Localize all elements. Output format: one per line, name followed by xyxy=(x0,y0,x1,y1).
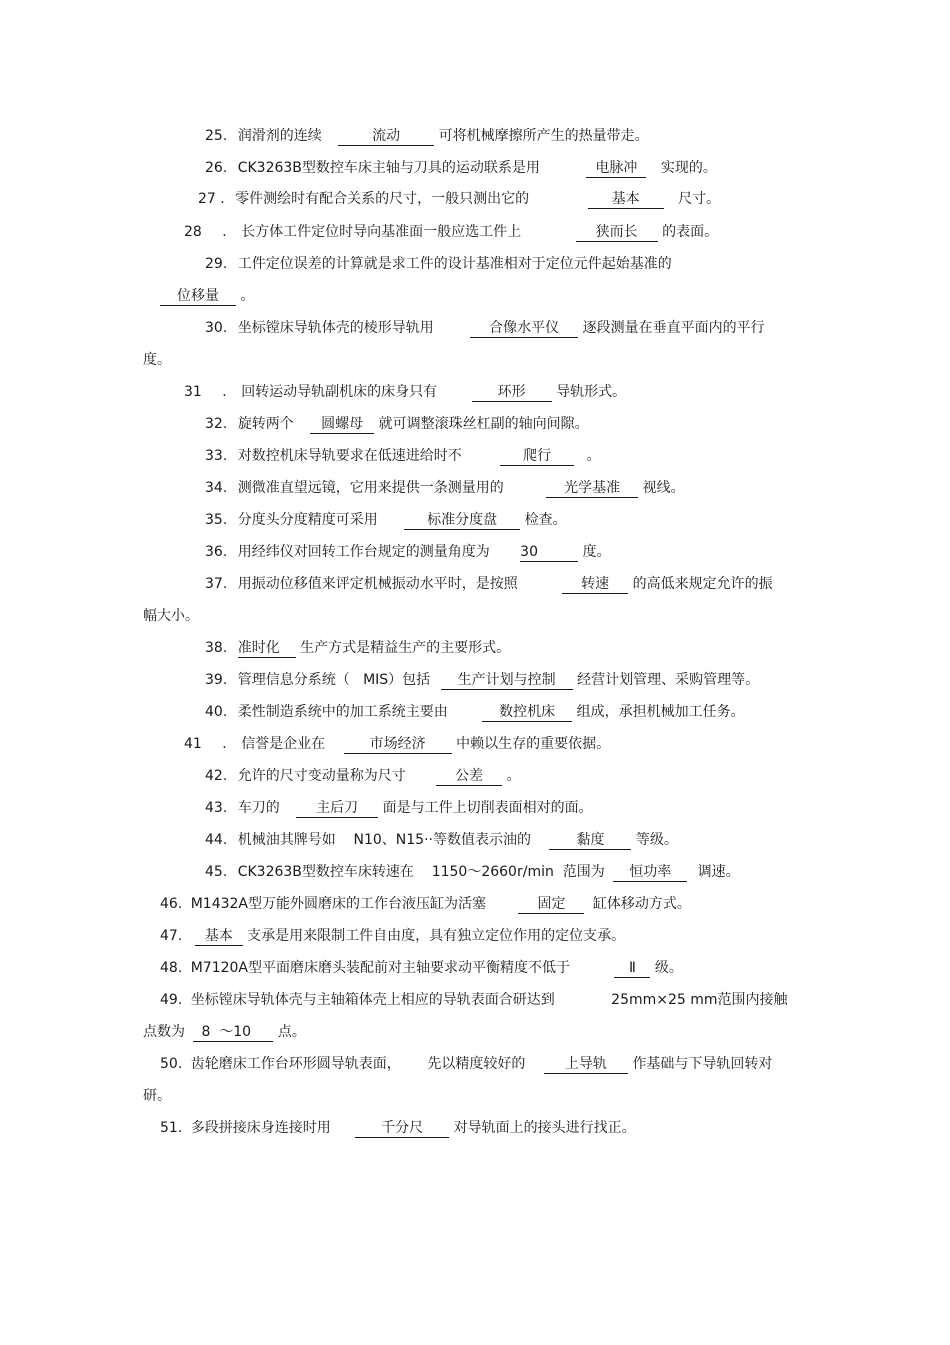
answer-blank: 主后刀 xyxy=(296,799,378,818)
question-number: 37. xyxy=(205,576,228,592)
question-text: 齿轮磨床工作台环形圆导轨表面， 先以精度较好的 xyxy=(190,1056,526,1072)
question-number: 29. xyxy=(205,256,228,272)
question-number: 35. xyxy=(205,512,228,528)
question-text: 分度头分度精度可采用 xyxy=(237,512,378,528)
question-41 xyxy=(184,734,610,754)
question-number: 34. xyxy=(205,480,228,496)
question-50-continued xyxy=(143,1086,171,1106)
question-dot: . xyxy=(222,224,227,240)
answer-blank: 上导轨 xyxy=(544,1055,628,1074)
answer-blank: 流动 xyxy=(338,127,434,146)
question-29-continued xyxy=(160,286,254,306)
question-text-after: 。 xyxy=(586,448,601,464)
answer-blank: 生产计划与控制 xyxy=(441,671,573,690)
question-text-after: 调速。 xyxy=(697,864,740,880)
answer-blank: 合像水平仪 xyxy=(470,319,578,338)
question-text-continued: 研。 xyxy=(143,1088,171,1104)
question-text: 旋转两个 xyxy=(237,416,294,432)
answer-blank: 电脉冲 xyxy=(586,159,646,178)
question-dot: . xyxy=(222,736,227,752)
question-number: 45. xyxy=(205,864,228,880)
question-text-after: 尺寸。 xyxy=(678,191,721,207)
question-27 xyxy=(198,189,720,209)
answer-blank: 公差 xyxy=(436,767,502,786)
question-number: 36. xyxy=(205,544,228,560)
question-text-after: 导轨形式。 xyxy=(556,384,627,400)
question-text: 测微准直望远镜，它用来提供一条测量用的 xyxy=(237,480,504,496)
question-text: CK3263B型数控车床主轴与刀具的运动联系是用 xyxy=(237,160,540,176)
question-text-after: 经营计划管理、采购管理等。 xyxy=(577,672,760,688)
question-49-continued xyxy=(143,1022,306,1042)
answer-blank: 标准分度盘 xyxy=(404,511,520,530)
question-text-after: 。 xyxy=(240,288,255,304)
question-number: 46. xyxy=(160,896,183,912)
question-26 xyxy=(205,158,717,178)
question-text: 工件定位误差的计算就是求工件的设计基准相对于定位元件起始基准的 xyxy=(237,256,672,272)
answer-blank: 市场经济 xyxy=(344,735,452,754)
question-text-after: 作基础与下导轨回转对 xyxy=(632,1056,773,1072)
question-text-after: 实现的。 xyxy=(660,160,717,176)
question-text-after: 级。 xyxy=(654,960,683,976)
answer-blank: 位移量 xyxy=(160,287,236,306)
question-text: 对数控机床导轨要求在低速进给时不 xyxy=(237,448,462,464)
question-text-after: 面是与工件上切削表面相对的面。 xyxy=(382,800,593,816)
answer-blank: 千分尺 xyxy=(355,1119,449,1138)
answer-blank: 转速 xyxy=(562,575,628,594)
question-text: 柔性制造系统中的加工系统主要由 xyxy=(237,704,448,720)
question-text-range: 25mm×25 mm范围内接触 xyxy=(611,992,788,1008)
question-number: 38. xyxy=(205,640,228,656)
answer-blank: 圆螺母 xyxy=(310,415,374,434)
question-text-after: 度。 xyxy=(582,544,611,560)
question-number: 31 xyxy=(184,384,202,400)
question-text-after: 缸体移动方式。 xyxy=(592,896,691,912)
question-text: M7120A型平面磨床磨头装配前对主轴要求动平衡精度不低于 xyxy=(190,960,571,976)
question-text-after: 支承是用来限制工件自由度，具有独立定位作用的定位支承。 xyxy=(247,928,626,944)
question-number: 49. xyxy=(160,992,183,1008)
question-text: 润滑剂的连续 xyxy=(237,128,322,144)
answer-blank: 爬行 xyxy=(500,447,574,466)
question-text: CK3263B型数控车床转速在 1150～2660r/min 范围为 xyxy=(237,864,605,880)
question-text: 用振动位移值来评定机械振动水平时，是按照 xyxy=(237,576,518,592)
question-40 xyxy=(205,702,745,722)
question-number: 33. xyxy=(205,448,228,464)
question-number: 48. xyxy=(160,960,183,976)
question-text-after: 。 xyxy=(506,768,521,784)
answer-blank: 黏度 xyxy=(549,831,631,850)
question-48 xyxy=(160,958,683,978)
question-text-after: 等级。 xyxy=(635,832,678,848)
answer-blank: 环形 xyxy=(472,383,552,402)
question-42 xyxy=(205,766,521,786)
question-33 xyxy=(205,446,601,466)
question-text-after: 点。 xyxy=(277,1024,306,1040)
question-29 xyxy=(205,254,672,274)
question-37 xyxy=(205,574,773,594)
question-number: 42. xyxy=(205,768,228,784)
question-text-after: 逐段测量在垂直平面内的平行 xyxy=(582,320,765,336)
question-36 xyxy=(205,542,611,562)
question-text: 信誉是企业在 xyxy=(241,736,326,752)
question-text: 用经纬仪对回转工作台规定的测量角度为 xyxy=(237,544,490,560)
question-25 xyxy=(205,126,649,146)
question-number: 39. xyxy=(205,672,228,688)
question-text: M1432A型万能外圆磨床的工作台液压缸为活塞 xyxy=(190,896,487,912)
answer-blank: 恒功率 xyxy=(613,863,687,882)
question-number: 44. xyxy=(205,832,228,848)
answer-blank: 8 ～10 xyxy=(193,1023,273,1042)
question-text-continued: 幅大小。 xyxy=(143,608,199,624)
question-28 xyxy=(184,222,718,242)
question-30 xyxy=(205,318,765,338)
question-text: 车刀的 xyxy=(237,800,280,816)
question-number: 43. xyxy=(205,800,228,816)
question-43 xyxy=(205,798,593,818)
question-number: 40. xyxy=(205,704,228,720)
question-number: 26. xyxy=(205,160,228,176)
question-text-after: 检查。 xyxy=(524,512,567,528)
question-38 xyxy=(205,638,510,658)
question-text-after: 的表面。 xyxy=(662,224,719,240)
question-51 xyxy=(160,1118,636,1138)
question-number: 28 xyxy=(184,224,202,240)
question-text: 多段拼接床身连接时用 xyxy=(190,1120,331,1136)
answer-blank: 基本 xyxy=(195,927,243,946)
question-text-after: 组成，承担机械加工任务。 xyxy=(576,704,745,720)
question-text: 管理信息分系统（ MIS）包括 xyxy=(237,672,431,688)
question-text: 长方体工件定位时导向基准面一般应选工件上 xyxy=(241,224,522,240)
question-text: 回转运动导轨副机床的床身只有 xyxy=(241,384,438,400)
question-35 xyxy=(205,510,567,530)
question-47 xyxy=(160,926,625,946)
question-text-after: 对导轨面上的接头进行找正。 xyxy=(453,1120,636,1136)
question-text: 零件测绘时有配合关系的尺寸，一般只测出它的 xyxy=(235,191,530,207)
question-32 xyxy=(205,414,589,434)
question-number: 27 . xyxy=(198,191,225,207)
answer-blank: 准时化 xyxy=(238,639,296,658)
question-text-after: 中赖以生存的重要依据。 xyxy=(456,736,611,752)
question-50 xyxy=(160,1054,772,1074)
question-39 xyxy=(205,670,759,690)
question-44 xyxy=(205,830,678,850)
question-34 xyxy=(205,478,685,498)
question-number: 25. xyxy=(205,128,228,144)
question-46 xyxy=(160,894,691,914)
question-number: 41 xyxy=(184,736,202,752)
answer-blank: 30 xyxy=(520,543,578,562)
question-text: 机械油其牌号如 N10、N15··等数值表示油的 xyxy=(237,832,531,848)
question-text-after: 的高低来规定允许的振 xyxy=(632,576,773,592)
answer-blank: 光学基准 xyxy=(546,479,638,498)
question-text-continued: 度。 xyxy=(143,352,171,368)
question-text: 坐标镗床导轨体壳与主轴箱体壳上相应的导轨表面合研达到 xyxy=(190,992,555,1008)
question-text: 坐标镗床导轨体壳的棱形导轨用 xyxy=(237,320,434,336)
question-text: 允许的尺寸变动量称为尺寸 xyxy=(237,768,406,784)
question-text-after: 视线。 xyxy=(642,480,685,496)
answer-blank: 固定 xyxy=(518,895,584,914)
question-text-after: 就可调整滚珠丝杠副的轴向间隙。 xyxy=(378,416,589,432)
question-37-continued xyxy=(143,606,199,626)
question-dot: . xyxy=(222,384,227,400)
answer-blank: 基本 xyxy=(588,190,664,209)
answer-blank: 数控机床 xyxy=(482,703,572,722)
question-49 xyxy=(160,990,788,1010)
question-31 xyxy=(184,382,626,402)
question-number: 32. xyxy=(205,416,228,432)
question-number: 30. xyxy=(205,320,228,336)
question-number: 47. xyxy=(160,928,183,944)
question-number: 51. xyxy=(160,1120,183,1136)
question-text-after: 可将机械摩擦所产生的热量带走。 xyxy=(438,128,649,144)
question-text-continued: 点数为 xyxy=(143,1024,185,1040)
answer-blank: Ⅱ xyxy=(614,959,650,978)
question-45 xyxy=(205,862,740,882)
question-number: 50. xyxy=(160,1056,183,1072)
answer-blank: 狭而长 xyxy=(576,223,658,242)
question-text-after: 生产方式是精益生产的主要形式。 xyxy=(300,640,511,656)
question-30-continued xyxy=(143,350,171,370)
